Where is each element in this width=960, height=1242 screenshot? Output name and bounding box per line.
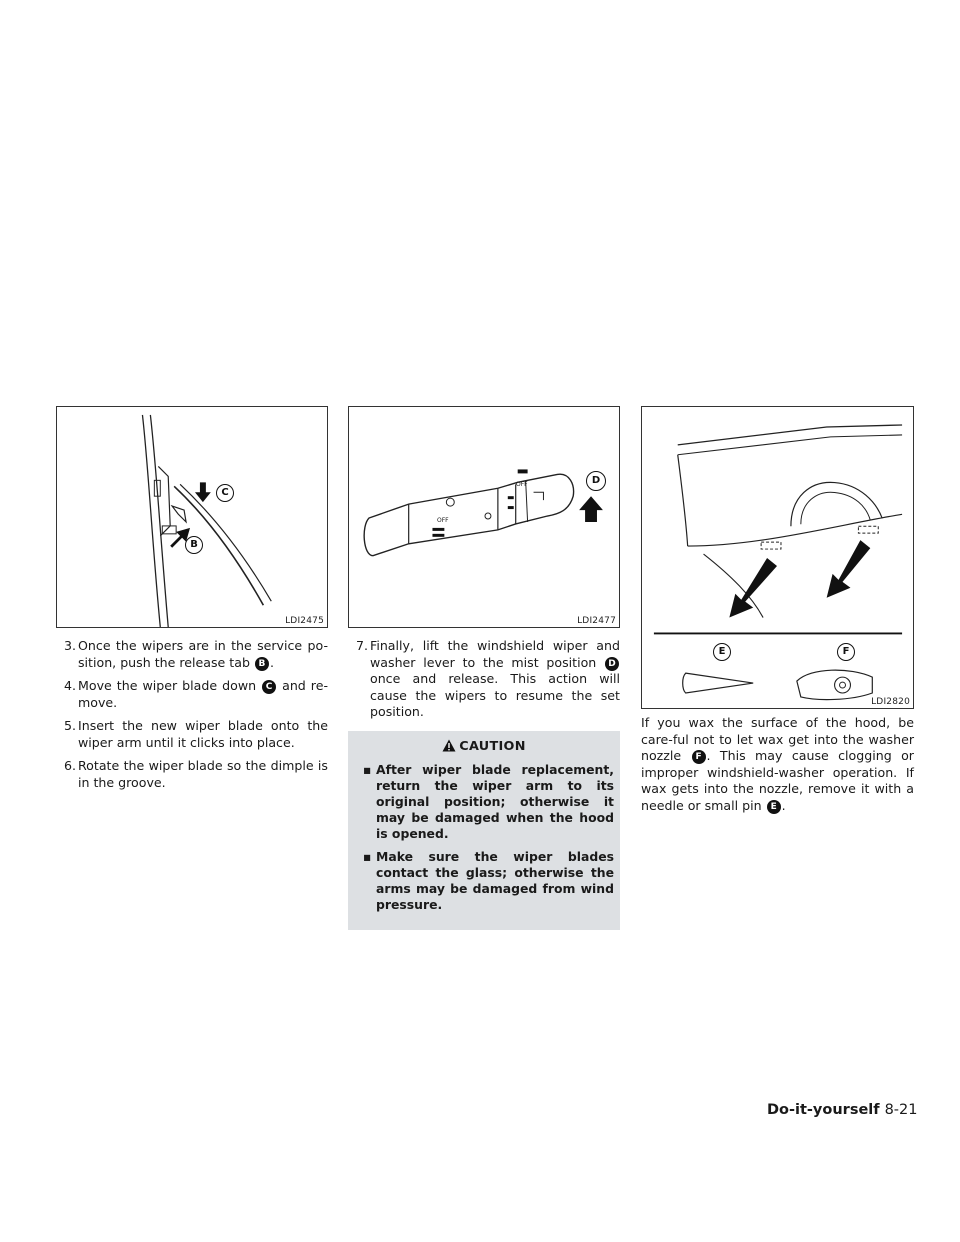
- marker-e: E: [767, 800, 781, 814]
- figure-wiper-release-tab: [56, 406, 328, 628]
- warning-triangle-icon: [442, 739, 456, 752]
- off-label-1: OFF: [437, 517, 449, 524]
- column-1: [56, 406, 328, 798]
- marker-b-label: B: [185, 536, 203, 554]
- arrow-down-left-icon: [729, 558, 777, 618]
- marker-f: F: [692, 750, 706, 764]
- column-2: [348, 406, 620, 930]
- column-3: [641, 406, 914, 814]
- arrow-up-icon: [579, 496, 603, 522]
- caution-item: ▪ Make sure the wiper blades contact the glass; otherwise the arms may be damaged from wind pressure.: [363, 848, 614, 912]
- page-footer: [767, 1102, 918, 1118]
- figure-id: LDI2477: [577, 616, 616, 626]
- steps-list-1: [56, 638, 328, 791]
- step-5: 5. Insert the new wiper blade onto the wiper arm until it clicks into place.: [64, 718, 328, 750]
- wiper-arm-illustration: [57, 407, 327, 627]
- section-name: Do-it-yourself: [767, 1102, 880, 1118]
- caution-item: ▪ After wiper blade replacement, return the wiper arm to its original position; otherwise it may be damaged when the hood is opened.: [363, 761, 614, 841]
- marker-b: B: [255, 657, 269, 671]
- marker-c-label: C: [216, 484, 234, 502]
- marker-e-label: E: [713, 643, 731, 661]
- marker-c: C: [262, 680, 276, 694]
- figure-id: LDI2820: [871, 697, 910, 707]
- figure-id: LDI2475: [285, 616, 324, 626]
- step-4: 4. Move the wiper blade down C and re-move.: [64, 678, 328, 710]
- step-6: 6. Rotate the wiper blade so the dimple is in the groove.: [64, 758, 328, 790]
- wiper-lever-illustration: [349, 407, 619, 627]
- arrow-down-icon: [195, 482, 211, 502]
- arrow-down-left-icon: [827, 540, 871, 598]
- caution-list: [354, 762, 614, 913]
- washer-nozzle-illustration: [642, 407, 913, 708]
- steps-list-2: [348, 638, 620, 721]
- figure-wiper-lever: [348, 406, 620, 628]
- marker-d: D: [605, 657, 619, 671]
- off-label-2: OFF: [516, 481, 528, 488]
- wax-warning-paragraph: If you wax the surface of the hood, be care-ful not to let wax get into the washer nozzle F . This may cause clogging or improper windshield-washer operation. If wax gets into the nozzle, remove it with a needle or small pin E .: [641, 715, 914, 813]
- step-7: 7. Finally, lift the windshield wiper and washer lever to the mist position D once and release. This action will cause the wipers to resume the set position.: [356, 638, 620, 719]
- marker-d-label: D: [586, 471, 606, 491]
- figure-washer-nozzle: [641, 406, 914, 709]
- marker-f-label: F: [837, 643, 855, 661]
- caution-box: [348, 731, 620, 930]
- step-3: 3. Once the wipers are in the service po-sition, push the release tab B .: [64, 638, 328, 670]
- caution-heading: CAUTION: [354, 739, 614, 754]
- page-number: 8-21: [884, 1102, 918, 1118]
